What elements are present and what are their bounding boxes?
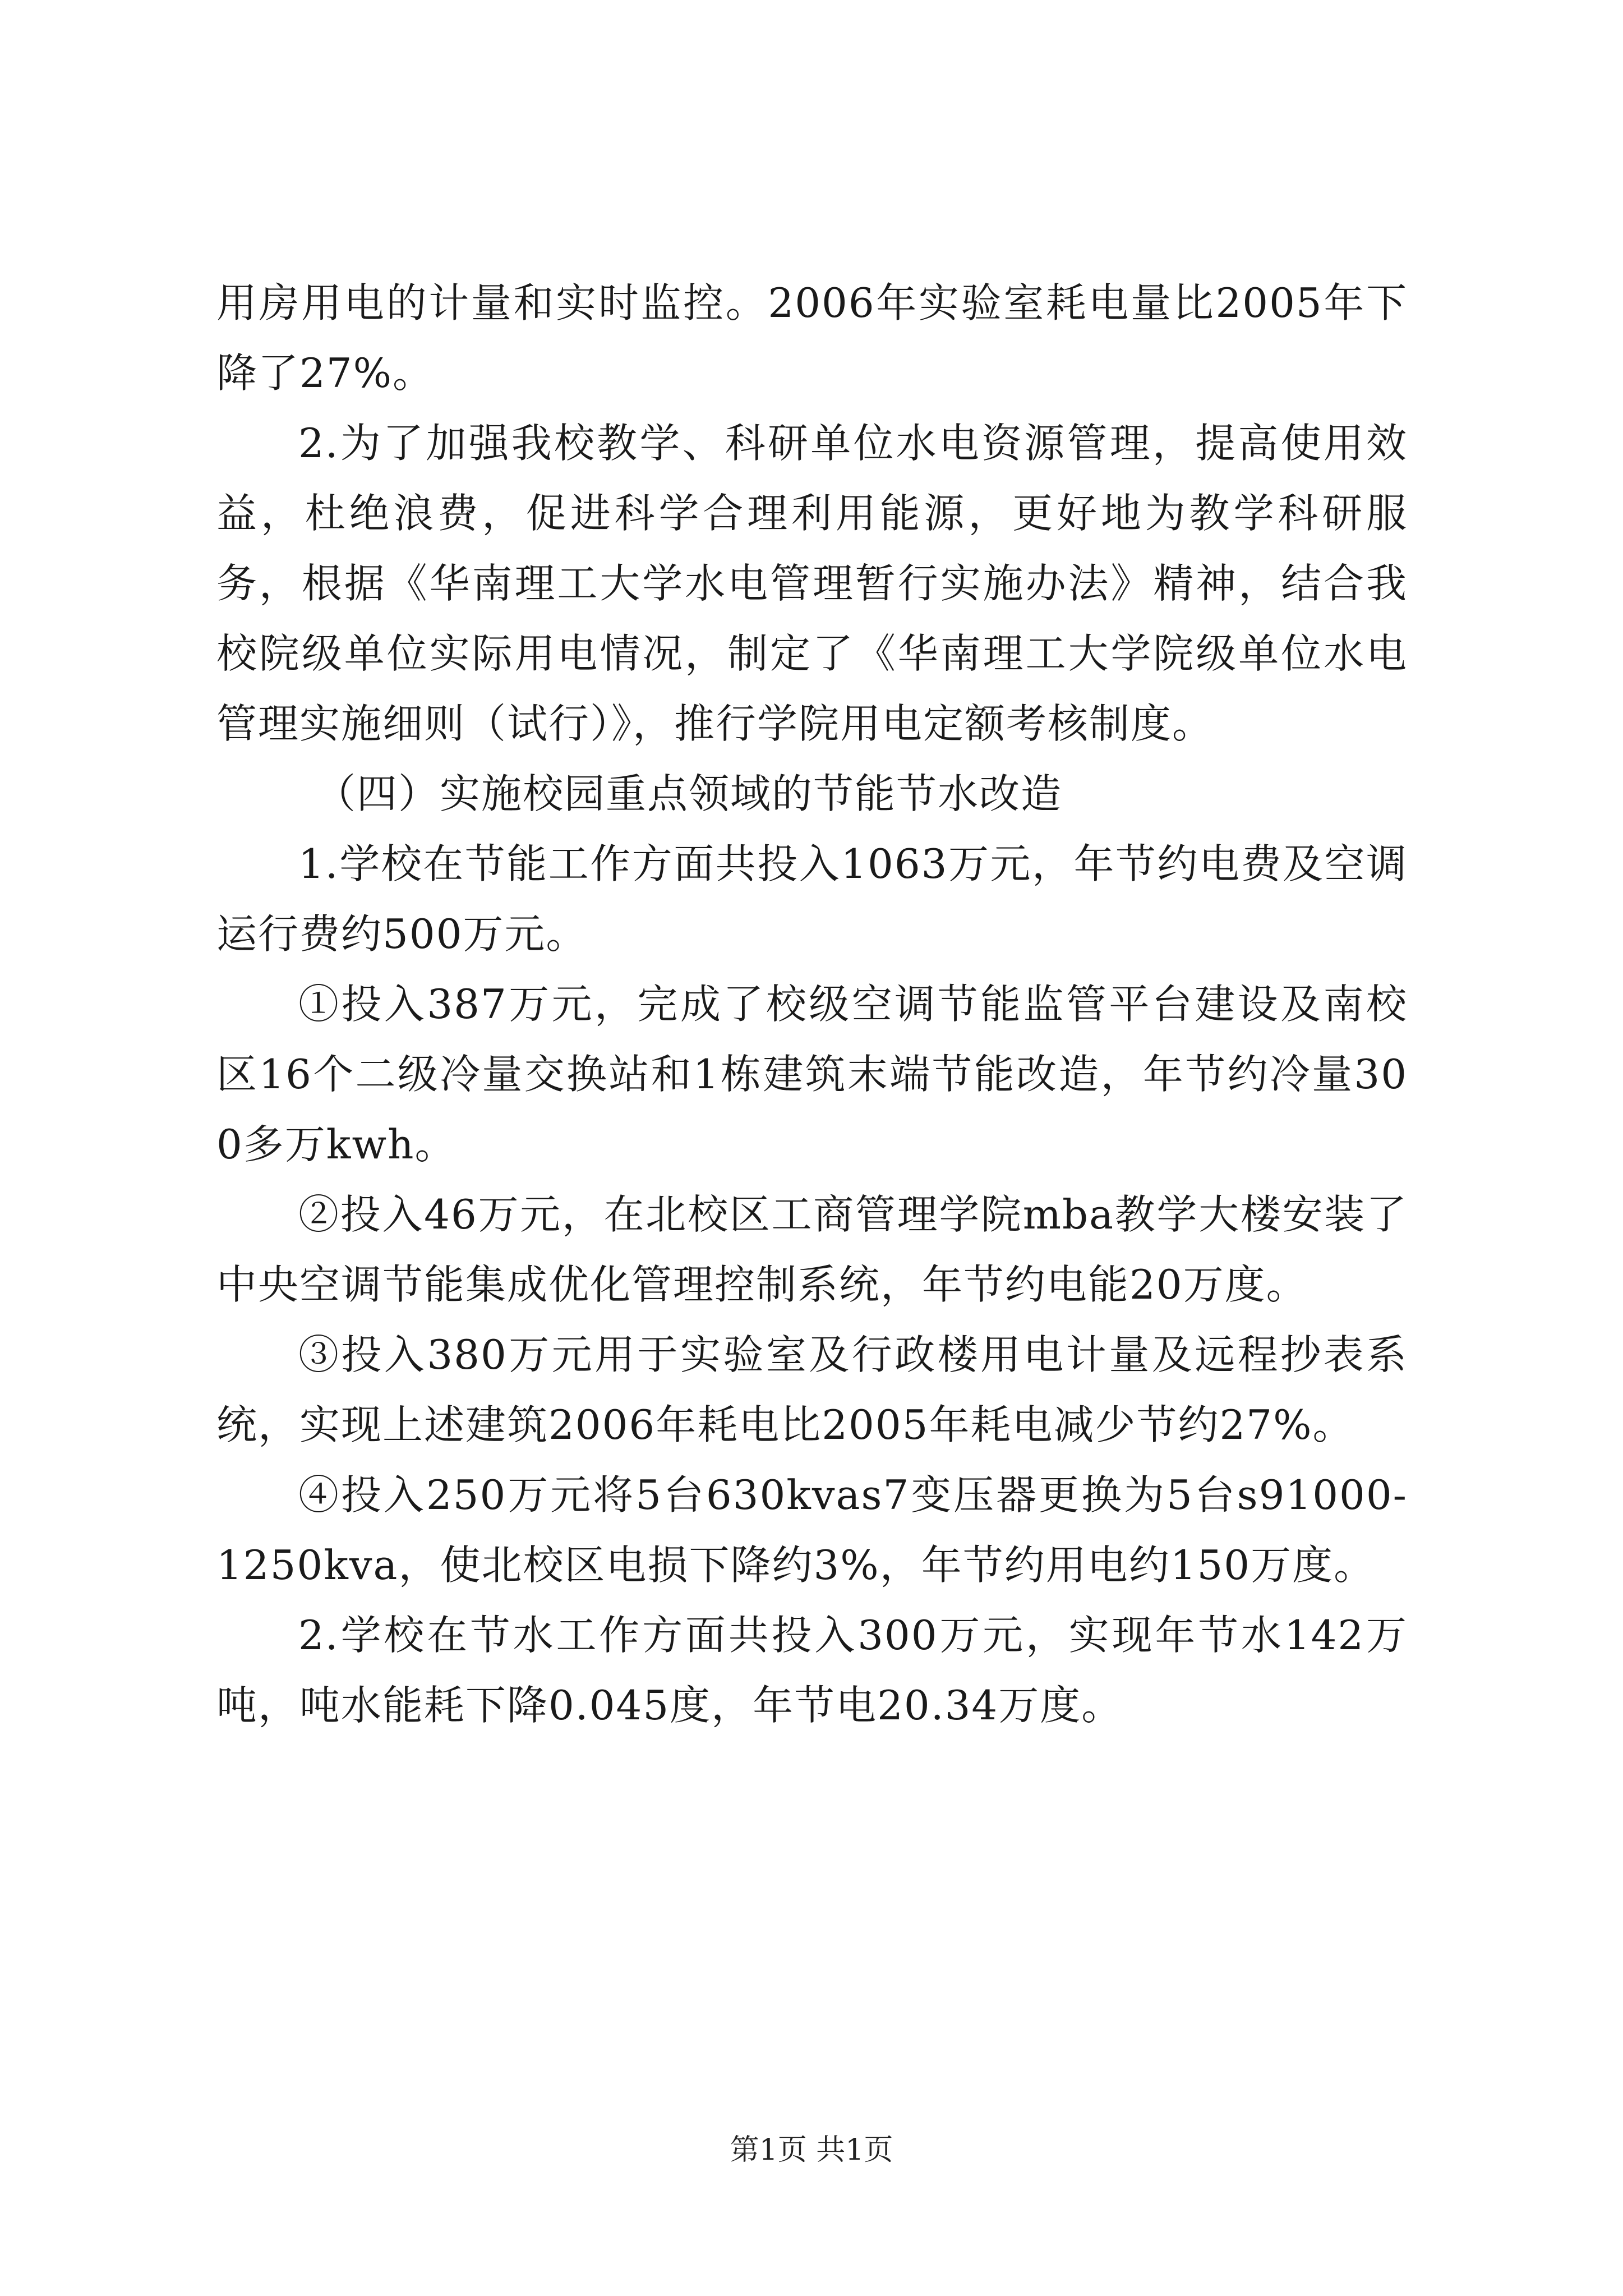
paragraph-4: ①投入387万元，完成了校级空调节能监管平台建设及南校区16个二级冷量交换站和1栋建筑末端节能改造，年节约冷量300多万kwh。 <box>216 981 1408 1168</box>
paragraph-2: 2.为了加强我校教学、科研单位水电资源管理，提高使用效益，杜绝浪费，促进科学合理利用能源，更好地为教学科研服务，根据《华南理工大学水电管理暂行实施办法》精神，结合我校院级单位实际用电情况，制定了《华南理工大学院级单位水电管理实施细则（试行）》，推行学院用电定额考核制度。 <box>216 420 1408 747</box>
document-body <box>216 268 1408 1741</box>
paragraph-1: 用房用电的计量和实时监控。2006年实验室耗电量比2005年下降了27%。 <box>216 279 1408 397</box>
page-footer: 第1页 共1页 <box>730 2133 893 2167</box>
paragraph-7: ④投入250万元将5台630kvas7变压器更换为5台s91000-1250kva，使北校区电损下降约3%，年节约用电约150万度。 <box>216 1471 1408 1589</box>
paragraph-8: 2.学校在节水工作方面共投入300万元，实现年节水142万吨，吨水能耗下降0.045度，年节电20.34万度。 <box>216 1612 1408 1729</box>
paragraph-3: 1.学校在节能工作方面共投入1063万元，年节约电费及空调运行费约500万元。 <box>216 840 1408 958</box>
paragraph-5: ②投入46万元，在北校区工商管理学院mba教学大楼安装了中央空调节能集成优化管理控制系统，年节约电能20万度。 <box>216 1191 1408 1308</box>
section-heading: （四）实施校园重点领域的节能节水改造 <box>315 770 1063 817</box>
paragraph-6: ③投入380万元用于实验室及行政楼用电计量及远程抄表系统，实现上述建筑2006年耗电比2005年耗电减少节约27%。 <box>216 1331 1408 1448</box>
